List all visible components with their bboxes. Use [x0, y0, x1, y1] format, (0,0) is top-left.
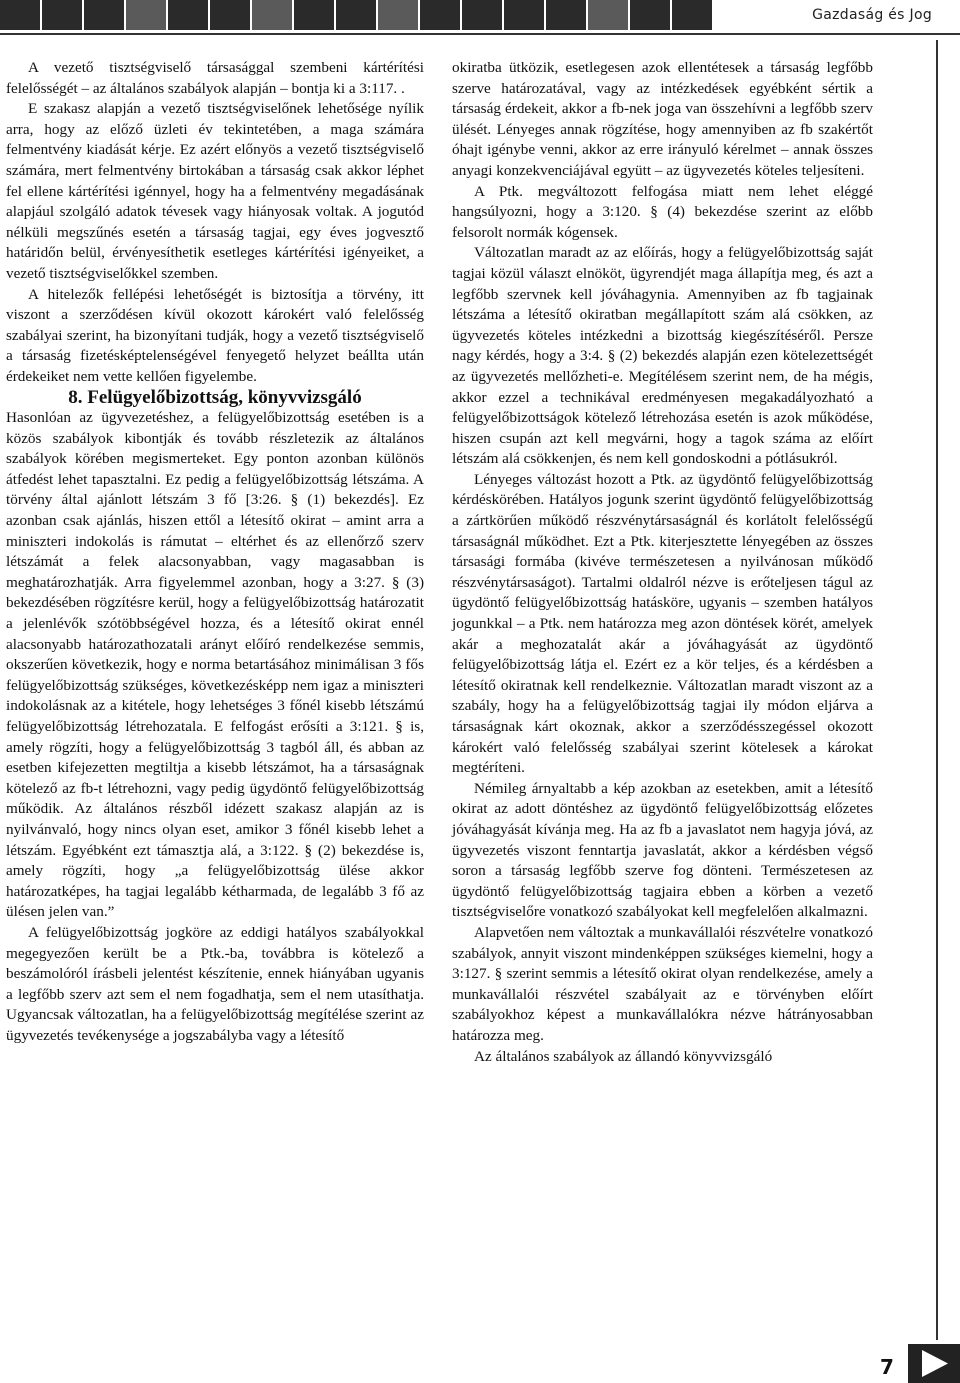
play-triangle-icon	[908, 1344, 960, 1383]
page-number: 7	[880, 1355, 894, 1379]
paragraph: Alapvetően nem változtak a munkavállalói részvételre vonatkozó szabályok, annyit viszont mindenképpen szükséges kiemelni, hogy a 3:127. § szerint semmis a létesítő okirat olyan rendelkezése, amely a munkavállalói részvétel szabályait az e törvényben előírt szabályokhoz képest a munkavállalókra nézve hátrányosabban határozza meg.	[452, 923, 873, 1044]
paragraph: A hitelezők fellépési lehetőségét is biztosítja a törvény, itt viszont a szerződésen kívül okozott károkért való felelősség szabályai szerint, ha bizonyítani tudják, hogy a vezető tisztségviselő a társaság fizetésképtelenségével fenyegető helyzet beállta után érdekeiket nem vette kellően figyelembe.	[6, 285, 424, 385]
paragraph: Az általános szabályok az állandó könyvvizsgáló	[474, 1047, 773, 1065]
paragraph: Változatlan maradt az az előírás, hogy a felügyelőbizottság saját tagjai közül választ elnököt, ügyrendjét maga állapítja meg, és azt a legfőbb szervnek kell jóváhagynia. Amennyiben az fb tagjainak létszáma a létesítő okiratban megállapított szám alá csökken, az ügyvezetés köteles intézkedni a bizottság kiegészítéséről. Persze nagy kérdés, hogy a 3:4. § (2) bekezdés alapján ezen kötelezettségét az ügyvezetés mellőzheti-e. Megítélésem szerint nem, de ha mégis, akkor ezzel a technikával eredményesen megakadályozható a felügyelőbizottságok kötelező létrehozása esetén is azok működése, hiszen csupán azt kell megvárni, hogy a tagok száma az előírt létszám alá csökkenjen, és nem kell gondoskodni a pótlásukról.	[452, 244, 873, 468]
header-decoration	[0, 0, 714, 34]
header-rule	[0, 33, 960, 35]
paragraph: A Ptk. megváltozott felfogása miatt nem lehet eléggé hangsúlyozni, hogy a 3:120. § (4) bekezdése szerint az előbb felsorolt normák kógensek.	[452, 182, 873, 241]
page-header	[0, 0, 960, 34]
paragraph: E szakasz alapján a vezető tisztségviselőnek lehetősége nyílik arra, hogy az előző üzleti év tekintetében, a maga számára felmentvény kiadását kérje. Ez azért előnyös a vezető tisztségviselő számára, mert felmentvény birtokában a társaság csak akkor léphet fel ellene kártérítési igénnyel, hogy ha a felmentvény megadásának alapjául szolgáló adatok tévesek vagy hiányosak voltak. A jogutód nélküli megszűnés esetén a társaság tagjai, egy éves jogvesztő határidőn belül, érvényesíthetik esetleges kártérítési igényeiket, a vezető tisztségviselőkkel szemben.	[6, 100, 424, 282]
paragraph: Némileg árnyaltabb a kép azokban az esetekben, amit a létesítő okirat az adott döntéshez az ügydöntő felügyelőbizottság előzetes jóváhagyását kívánja meg. Ha az fb a javaslatot nem hagyja jóvá, az ügyvezetés viszont fenntartja javaslatát, akkor a kérdésben végső soron a társaság legfőbb szerve fog dönteni. Természetesen az ügydöntő felügyelőbizottság tagjaira ebben a körben a vezető tisztségviselőre vonatkozó szabályokat kell megfelelően alkalmazni.	[452, 779, 873, 921]
side-rule	[936, 40, 938, 1340]
paragraph: Lényeges változást hozott a Ptk. az ügydöntő felügyelőbizottság kérdéskörében. Hatályos jogunk szerint ügydöntő felügyelőbizottság a zártkörűen működő részvénytársaságnál és korlátolt felelősségű társaságnál működhet. Ezt a Ptk. kiterjesztette lényegében az összes társasági formába (kivéve természetesen a nyilvánosan működő részvénytársaságot). Tartalmi oldalról nézve is erőteljesen tágul az ügydöntő felügyelőbizottság hatásköre, ugyanis – szemben hatályos jogunkkal – a Ptk. nem határozza meg azon döntések körét, amelyek akár a meghozatalát akár a jóváhagyását az ügydöntő felügyelőbizottság látja el. Ezért ez a kör teljes, és a kérdésben a létesítő okiratnak kell rendelkeznie. Változatlan maradt viszont az a szabály, hogy ha a felügyelőbizottság tagjai ily módon eljárva a társaságnak kárt okoznak, akkor a szerződésszegéssel okozott károkért való felelősség szabályai szerint kötelesek a károkat megtéríteni.	[452, 470, 873, 777]
paragraph: okiratba ütközik, esetlegesen azok ellentétesek a társaság legfőbb szerve határozatával, vagy az intézkedések egyébként sértik a társaság érdekeit, akkor a fb-nek joga van összehívni a legfőbb szerv ülését. Lényeges annak rögzítése, hogy amennyiben az fb szakértőt óhajt igénybe venni, akkor az erre irányuló kérelmet – annak összes anyagi konzekvenciájával együtt – az ügyvezetés köteles teljesíteni.	[452, 59, 873, 179]
paragraph: Hasonlóan az ügyvezetéshez, a felügyelőbizottság esetében is a közös szabályok kibontják és tovább részletezik az általános szabályok körében megismerteket. Egy ponton azonban különös átfedést lehet tapasztalni. Ez pedig a felügyelőbizottság létszáma. A törvény által ajánlott létszám 3 fő [3:26. § (1) bekezdés]. Ez azonban csak ajánlás, hiszen ettől a létesítő okirat – amint arra a miniszteri indokolás is rámutat – eltérhet és az ellenőrző szerv létszámát a felek alacsonyabban, vagy magasabban is meghatározhatják. Arra figyelemmel azonban, hogy a 3:27. § (3) bekezdésében rögzítésre kerül, hogy a felügyelőbizottság határozatit a jelenlévők szótöbbségével hozza, és a létesítő okirat ennél alacsonyabb határozathozatali arányt előíró rendelkezése semmis, okszerűen következik, hogy e norma betartásához minimálisan 3 fős felügyelőbizottság szükséges, következésképp nem igaz a miniszteri indokolásnak az a kitétele, hogy lehetséges 3 főnél kisebb létszámú felügyelőbizottság létrehozatala. E felfogást erősíti a 3:121. § is, amely rögzíti, hogy a felügyelőbizottság 3 tagból áll, és abban az esetben kifejezetten megtiltja a kisebb létszámot, ha a társaságnak kötelező az fb-t létrehozni, vagy pedig ügydöntő felügyelőbizottság működik. Az általános részből idézett szakasz alapján az is nyilvánvaló, hogy nincs olyan eset, amikor 3 főnél kisebb lehet a létszám. Egyébként ezt támasztja alá, a 3:122. § (2) bekezdése is, amely rögzíti, hogy „a felügyelőbizottság ülése akkor határozatképes, ha tagjai legalább kétharmada, de legalább 3 fő az ülésen jelen van.”	[6, 409, 424, 921]
paragraph: A vezető tisztségviselő társasággal szembeni kártérítési felelősségét – az általános szabályok alapján – bontja ki a 3:117. .	[6, 59, 424, 97]
right-column	[452, 58, 873, 1067]
left-column	[6, 58, 424, 1047]
section-heading: 8. Felügyelőbizottság, könyvvizsgáló	[68, 386, 362, 408]
journal-title: Gazdaság és Jog	[812, 7, 932, 23]
paragraph: A felügyelőbizottság jogköre az eddigi hatályos szabályokkal megegyezően került be a Ptk.-ba, továbbra is kötelező a beszámolóról írásbeli jelentést készítenie, ennek hiányában ugyanis a legfőbb szerv azt sem el nem fogadhatja, sem el nem utasíthatja. Ugyancsak változatlan, ha a felügyelőbizottság megítélése szerint az ügyvezetés tevékenysége a jogszabályba vagy a létesítő	[6, 923, 424, 1044]
